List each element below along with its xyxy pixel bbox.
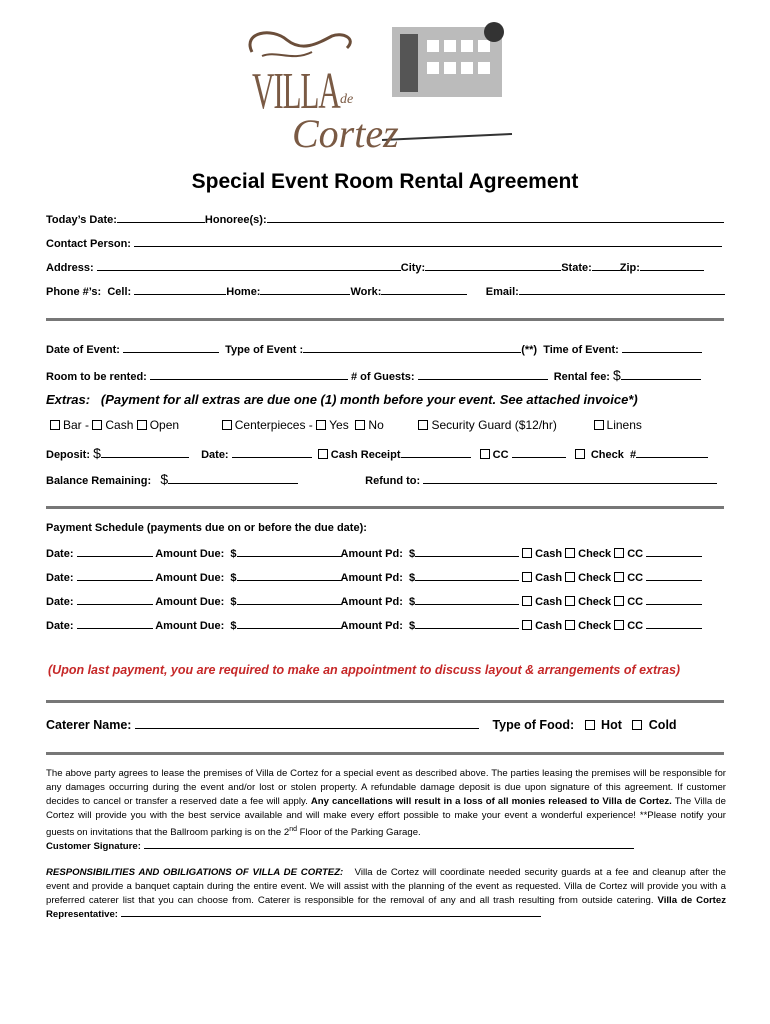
divider	[46, 752, 724, 755]
food-label: Type of Food:	[492, 718, 575, 732]
schedule-row	[46, 546, 702, 560]
deposit-cc-label: CC	[492, 449, 509, 461]
refund-label: Refund to:	[365, 475, 421, 487]
responsibilities-text: Villa de Cortez will coordinate needed security guards at a fee and cleanup after the event and provide a banquet captain during the entire event. We will assist with the planning of the event as requested. Villa de Cortez will provide you with a preferred caterer list that you can choose from. Caterer is responsible for the removal of any and all trash resulting from outside catering.	[46, 867, 726, 906]
logo-cortez: Cortez	[292, 111, 399, 156]
schedule-due-dollar: $	[230, 548, 237, 560]
logo-villa: VILLA	[252, 63, 340, 120]
cash-receipt-field[interactable]	[401, 447, 471, 458]
centerpieces-no-checkbox[interactable]	[355, 420, 365, 430]
schedule-pd-dollar: $	[408, 596, 416, 608]
state-field[interactable]	[592, 260, 620, 271]
cell-label: Cell:	[107, 286, 132, 298]
event-date-field[interactable]	[123, 342, 219, 353]
schedule-date-label: Date:	[46, 596, 74, 608]
bar-checkbox[interactable]	[50, 420, 60, 430]
schedule-date-field[interactable]	[77, 546, 153, 557]
schedule-cc-field[interactable]	[646, 618, 702, 629]
deposit-check-field[interactable]	[636, 447, 708, 458]
bar-cash-checkbox[interactable]	[92, 420, 102, 430]
terms-sup: nd	[289, 826, 297, 833]
customer-signature-field[interactable]	[144, 840, 634, 849]
terms-bold: Any cancellations will result in a loss of all monies released to Villa de Cortez.	[310, 796, 672, 807]
linens-label: Linens	[606, 418, 642, 432]
security-label: Security Guard ($12/hr)	[431, 418, 557, 432]
schedule-due-label: Amount Due:	[155, 620, 225, 632]
schedule-cash-label: Cash	[535, 620, 563, 632]
cold-label: Cold	[648, 718, 677, 732]
row-caterer	[46, 716, 677, 732]
room-label: Room to be rented:	[46, 371, 147, 383]
schedule-date-field[interactable]	[77, 618, 153, 629]
fee-dollar: $	[613, 367, 621, 383]
email-label: Email:	[485, 286, 519, 298]
schedule-pd-dollar: $	[408, 620, 416, 632]
work-field[interactable]	[381, 284, 467, 295]
bar-open-checkbox[interactable]	[137, 420, 147, 430]
schedule-cash-checkbox[interactable]	[522, 548, 532, 558]
deposit-dollar: $	[93, 445, 101, 461]
row-deposit	[46, 445, 708, 461]
schedule-pd-dollar: $	[408, 548, 416, 560]
caterer-label: Caterer Name:	[46, 718, 132, 732]
row-date-honoree	[46, 212, 724, 226]
event-date-label: Date of Event:	[46, 344, 120, 356]
room-field[interactable]	[150, 369, 348, 380]
schedule-date-label: Date:	[46, 620, 74, 632]
row-contact	[46, 236, 722, 250]
city-label: City:	[400, 262, 426, 274]
centerpieces-yes-checkbox[interactable]	[316, 420, 326, 430]
schedule-cc-checkbox[interactable]	[614, 620, 624, 630]
schedule-pd-field[interactable]	[415, 618, 519, 629]
schedule-date-field[interactable]	[77, 570, 153, 581]
guests-label: # of Guests:	[350, 371, 415, 383]
row-room	[46, 367, 701, 383]
cash-receipt-checkbox[interactable]	[318, 449, 328, 459]
extras-heading	[46, 392, 638, 407]
schedule-check-checkbox[interactable]	[565, 572, 575, 582]
event-time-field[interactable]	[622, 342, 702, 353]
schedule-check-label: Check	[578, 596, 612, 608]
centerpieces-checkbox[interactable]	[222, 420, 232, 430]
hot-checkbox[interactable]	[585, 720, 595, 730]
schedule-row	[46, 618, 702, 632]
email-field[interactable]	[519, 284, 725, 295]
work-label: Work:	[350, 286, 382, 298]
divider	[46, 506, 724, 509]
home-label: Home:	[226, 286, 261, 298]
event-time-label: Time of Event:	[543, 344, 619, 356]
schedule-cash-checkbox[interactable]	[522, 620, 532, 630]
schedule-check-checkbox[interactable]	[565, 620, 575, 630]
logo-de: de	[340, 92, 354, 107]
extras-options	[50, 418, 642, 432]
representative-field[interactable]	[121, 908, 541, 917]
schedule-date-label: Date:	[46, 548, 74, 560]
schedule-cc-field[interactable]	[646, 570, 702, 581]
schedule-due-field[interactable]	[237, 618, 341, 629]
schedule-pd-field[interactable]	[415, 594, 519, 605]
honorees-label: Honoree(s):	[204, 214, 267, 226]
centerpieces-yes-label: Yes	[329, 418, 349, 432]
schedule-check-checkbox[interactable]	[565, 596, 575, 606]
deposit-date-label: Date:	[201, 449, 229, 461]
balance-label: Balance Remaining:	[46, 475, 152, 487]
terms-text-2: The Villa de Cortez will provide you with the best service available and will make every effort possible to make your event a wonderful experience! **Please notify your guests on invitations that the Ballroom parking is on the 2	[46, 796, 726, 839]
row-address	[46, 260, 704, 274]
last-payment-notice: (Upon last payment, you are required to make an appointment to discuss layout & arrangements of extras)	[48, 663, 681, 677]
schedule-due-dollar: $	[230, 572, 237, 584]
schedule-date-field[interactable]	[77, 594, 153, 605]
customer-signature-label: Customer Signature:	[46, 841, 141, 853]
bar-cash-label: Cash	[105, 418, 134, 432]
event-type-label: Type of Event :	[225, 344, 304, 356]
hot-label: Hot	[601, 718, 622, 732]
row-event	[46, 342, 702, 356]
deposit-cc-checkbox[interactable]	[480, 449, 490, 459]
schedule-check-label: Check	[578, 620, 612, 632]
deposit-label: Deposit:	[46, 449, 90, 461]
schedule-pd-label: Amount Pd:	[340, 620, 403, 632]
schedule-due-field[interactable]	[237, 546, 341, 557]
balance-field[interactable]	[168, 473, 298, 484]
schedule-cash-checkbox[interactable]	[522, 572, 532, 582]
representative-label: Villa de Cortez Representative	[46, 895, 727, 920]
linens-checkbox[interactable]	[594, 420, 604, 430]
schedule-check-checkbox[interactable]	[565, 548, 575, 558]
schedule-cc-label: CC	[627, 620, 644, 632]
deposit-cc-field[interactable]	[512, 447, 566, 458]
cell-field[interactable]	[134, 284, 226, 295]
guests-field[interactable]	[418, 369, 548, 380]
contact-label: Contact Person:	[46, 238, 131, 250]
row-balance	[46, 471, 717, 487]
zip-field[interactable]	[640, 260, 704, 271]
divider	[46, 318, 724, 321]
terms-text-3: Floor of the Parking Garage.	[299, 827, 421, 839]
schedule-date-label: Date:	[46, 572, 74, 584]
state-label: State:	[561, 262, 592, 274]
schedule-check-label: Check	[578, 548, 612, 560]
deposit-check-label: Check	[590, 449, 624, 461]
deposit-field[interactable]	[101, 447, 189, 458]
extras-label: Extras:	[46, 392, 91, 407]
schedule-pd-field[interactable]	[415, 570, 519, 581]
balance-dollar: $	[160, 471, 169, 487]
schedule-cash-label: Cash	[535, 596, 563, 608]
schedule-cc-checkbox[interactable]	[614, 548, 624, 558]
refund-field[interactable]	[423, 473, 717, 484]
phone-label: Phone #’s:	[46, 286, 102, 298]
schedule-pd-dollar: $	[408, 572, 416, 584]
todays-date-field[interactable]	[117, 212, 205, 223]
schedule-check-label: Check	[578, 572, 612, 584]
schedule-cc-label: CC	[627, 596, 644, 608]
schedule-row	[46, 570, 702, 584]
event-stars: (**)	[521, 344, 538, 356]
deposit-hash: #	[630, 449, 637, 461]
cash-receipt-label: Cash Receipt	[330, 449, 401, 461]
bar-open-label: Open	[149, 418, 180, 432]
schedule-pd-label: Amount Pd:	[340, 548, 403, 560]
centerpieces-label: Centerpieces -	[234, 418, 313, 432]
page-title: Special Event Room Rental Agreement	[191, 170, 579, 193]
responsibilities-paragraph: RESPONSIBILITIES AND OBILIGATIONS OF VILLA DE CORTEZ: Villa de Cortez will coordinate needed security guards at a fee and cleanup after the event and provide a banquet captain during the entire event. We will assist with the planning of the event as requested. Villa de Cortez will provide you with a preferred caterer list that you can choose from. Caterer is responsible for the removal of any and all trash resulting from outside catering. Villa de Cortez Representative:	[46, 867, 727, 920]
schedule-cc-field[interactable]	[646, 594, 702, 605]
city-field[interactable]	[425, 260, 561, 271]
event-type-field[interactable]	[303, 342, 521, 353]
extras-note: (Payment for all extras are due one (1) month before your event. See attached invoice*)	[100, 392, 638, 407]
terms-text: The above party agrees to lease the premises of Villa de Cortez for a special event as described above. The parties leasing the premises will be responsible for any damages occurring during the event and/or lost or stolen property. A refundable damage deposit is due upon signature of this agreement. If customer decides to cancel or transfer a reserved date a fee will apply.	[46, 768, 726, 807]
schedule-cc-label: CC	[627, 572, 644, 584]
schedule-heading: Payment Schedule (payments due on or before the due date):	[46, 522, 367, 534]
schedule-due-label: Amount Due:	[155, 596, 225, 608]
villa-de-cortez-logo	[232, 22, 522, 172]
address-label: Address:	[46, 262, 94, 274]
schedule-due-label: Amount Due:	[155, 548, 225, 560]
schedule-cc-checkbox[interactable]	[614, 572, 624, 582]
schedule-pd-field[interactable]	[415, 546, 519, 557]
schedule-cash-label: Cash	[535, 572, 563, 584]
schedule-pd-label: Amount Pd:	[340, 572, 403, 584]
contact-field[interactable]	[134, 236, 722, 247]
fee-field[interactable]	[621, 369, 701, 380]
row-phone	[46, 284, 725, 298]
centerpieces-no-label: No	[368, 418, 384, 432]
schedule-row	[46, 594, 702, 608]
home-field[interactable]	[260, 284, 350, 295]
zip-label: Zip:	[619, 262, 640, 274]
divider	[46, 700, 724, 703]
schedule-cash-checkbox[interactable]	[522, 596, 532, 606]
honorees-field[interactable]	[267, 212, 724, 223]
schedule-pd-label: Amount Pd:	[340, 596, 403, 608]
cold-checkbox[interactable]	[632, 720, 642, 730]
schedule-due-dollar: $	[230, 620, 237, 632]
schedule-due-field[interactable]	[237, 570, 341, 581]
todays-date-label: Today’s Date:	[46, 214, 117, 226]
address-field[interactable]	[97, 260, 401, 271]
deposit-date-field[interactable]	[232, 447, 312, 458]
responsibilities-heading: RESPONSIBILITIES AND OBILIGATIONS OF VILLA DE CORTEZ:	[46, 867, 344, 878]
schedule-due-field[interactable]	[237, 594, 341, 605]
bar-label: Bar -	[63, 418, 90, 432]
deposit-check-checkbox[interactable]	[575, 449, 585, 459]
schedule-cc-checkbox[interactable]	[614, 596, 624, 606]
schedule-due-label: Amount Due:	[155, 572, 225, 584]
security-checkbox[interactable]	[418, 420, 428, 430]
fee-label: Rental fee:	[553, 371, 610, 383]
schedule-cc-label: CC	[627, 548, 644, 560]
schedule-cash-label: Cash	[535, 548, 563, 560]
caterer-field[interactable]	[135, 716, 479, 729]
terms-paragraph	[46, 767, 726, 854]
schedule-due-dollar: $	[230, 596, 237, 608]
schedule-cc-field[interactable]	[646, 546, 702, 557]
